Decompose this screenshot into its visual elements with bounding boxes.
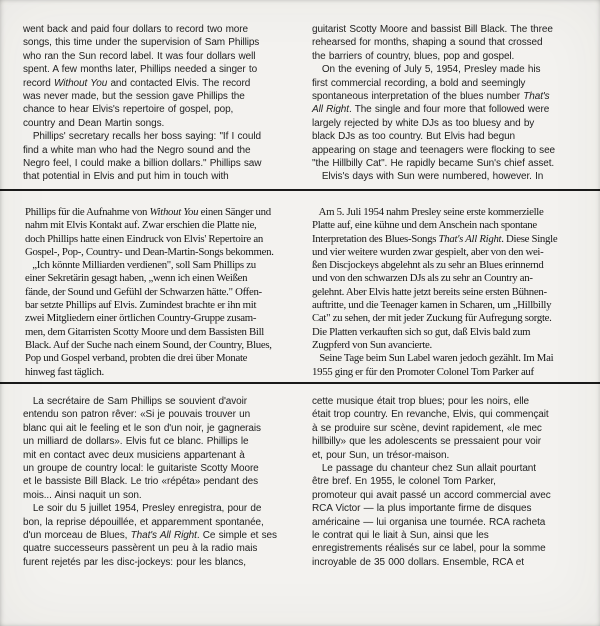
text-line: Black. Auf der Suche nach einem Sound, der Country, Blues, <box>25 338 272 351</box>
text-line: und vier weitere wurden zwar gespielt, aber von den wei- <box>312 245 544 258</box>
text-line: auftritte, und die Teenager kamen in Scharen, um „Hillbilly <box>312 299 552 312</box>
text-line: Pop und Gospel verband, probten die drei über Monate <box>25 352 248 365</box>
text-line: Negro feel, I could make a billion dollars." Phillips saw <box>23 158 262 170</box>
text-line: largely rejected by white DJs as too bluesy and by <box>312 117 535 129</box>
text-line: "the Hillbilly Cat". He rapidly became Sun's chief asset. <box>312 158 555 170</box>
text-line: un groupe de country local: le guitariste Scotty Moore <box>23 463 259 475</box>
text-line: hillbilly» que les adolescents se pressaient pour voir <box>312 436 541 448</box>
text-line: „Ich könnte Milliarden verdienen", soll Sam Phillips zu <box>25 259 256 272</box>
german-column-left <box>25 206 293 379</box>
text-line: et le bassiste Bill Black. Le trio «répéta» pendant des <box>23 476 259 488</box>
text-line: chance to hear Elvis's repertoire of gospel, pop, <box>23 104 234 116</box>
text-line: appearing on stage and teenagers were flocking to see <box>312 144 556 156</box>
text-line: et, pour Sun, un trésor-maison. <box>312 449 450 461</box>
text-line: einer Sekretärin gesagt haben, „wenn ich einen Weißen <box>25 272 248 285</box>
text-line: zwei Mitgliedern einer örtlichen Country-Gruppe zusam- <box>25 312 257 325</box>
text-line: Gospel-, Pop-, Country- und Dean-Martin-Songs bekommen. <box>25 245 274 258</box>
text-line: La secrétaire de Sam Phillips se souvient d'avoir <box>23 396 247 407</box>
text-line: first commercial recording, a bold and seemingly <box>312 77 526 89</box>
text-line: à se produire sur scène, devint rapidement, «le mec <box>312 422 542 434</box>
text-line: 1955 ging er für den Promoter Colonel Tom Parker auf <box>312 365 534 378</box>
english-column-right <box>312 23 590 184</box>
text-line: Le passage du chanteur chez Sun allait pourtant <box>312 463 536 475</box>
text-line: nahm mit Elvis Kontakt auf. Zwar erschien die Platte nie, <box>25 219 257 232</box>
text-line: d'un morceau de Blues, That's All Right. Ce simple et ses <box>23 530 277 542</box>
text-line: the barriers of country, blues, pop and gospel. <box>312 50 515 62</box>
text-line: find a white man who had the Negro sound and the <box>23 144 251 156</box>
text-line: promoteur qui avait passé un accord commercial avec <box>312 489 551 501</box>
text-line: Cat" zu sehen, der mit jeder Zuckung für Aufregung sorgte. <box>312 312 552 325</box>
text-line: bar setzte Phillips auf Elvis. Zumindest brachte er ihn mit <box>25 299 257 312</box>
text-line: ßen Discjockeys abgelehnt als zu sehr an Blues erinnernd <box>312 259 544 272</box>
text-line: RCA Victor — la plus importante firme de disques <box>312 503 532 515</box>
text-line: hinweg fast täglich. <box>25 365 104 378</box>
text-line: enregistrements réalisés sur ce label, pour la somme <box>312 543 546 555</box>
text-line: gelehnt. Aber Elvis hatte jetzt bereits seine ersten Bühnen- <box>312 285 547 298</box>
text-line: entendu son patron rêver: «Si je pouvais trouver un <box>23 409 251 421</box>
text-line: men, dem Gitarristen Scotty Moore und dem Bassisten Bill <box>25 325 264 338</box>
text-line: Am 5. Juli 1954 nahm Presley seine erste kommerzielle <box>312 206 544 218</box>
text-line: black DJs as too country. But Elvis had begun <box>312 131 516 143</box>
text-line: cette musique était trop blues; pour les noirs, elle <box>312 396 529 407</box>
text-line: Seine Tage beim Sun Label waren jedoch gezählt. Im Mai <box>312 352 554 365</box>
text-line: être bref. En 1955, le colonel Tom Parker, <box>312 476 496 488</box>
text-line: incroyable de 35 000 dollars. Ensemble, RCA et <box>312 556 524 568</box>
text-line: songs, this time under the supervision of Sam Phillips <box>23 37 260 49</box>
text-line: bon, la reprise dépouillée, et apparemment spontanée, <box>23 516 264 528</box>
text-line: doch Phillips hatte einen Eindruck von Elvis' Repertoire an <box>25 232 263 245</box>
text-line: Platte auf, eine kühne und dem Anschein nach spontane <box>312 219 537 232</box>
text-line: who ran the Sun record label. It was four dollars well <box>23 50 256 62</box>
text-line: fände, der Sound und Gefühl der Schwarzen hätte." Offen- <box>25 285 262 298</box>
section-divider-top <box>0 189 600 191</box>
text-line: spent. A few months later, Phillips needed a singer to <box>23 64 258 76</box>
text-line: rehearsed for months, shaping a sound that crossed <box>312 37 543 49</box>
text-line: mit en contact avec deux musiciens appartenant à <box>23 449 245 461</box>
french-column-right <box>312 395 590 569</box>
text-line: All Right. The single and four more that followed were <box>312 104 550 116</box>
text-line: Le soir du 5 juillet 1954, Presley enregistra, pour de <box>23 503 262 515</box>
text-line: le contrat qui le liait à Sun, ainsi que les <box>312 530 489 542</box>
french-column-left <box>23 395 291 569</box>
text-line: était trop country. En revanche, Elvis, qui commençait <box>312 409 549 421</box>
text-line: On the evening of July 5, 1954, Presley made his <box>312 64 541 76</box>
text-line: américaine — lui organisa une tournée. RCA racheta <box>312 516 546 528</box>
text-line: Elvis's days with Sun were numbered, however. In <box>312 171 544 183</box>
text-line: country and Dean Martin songs. <box>23 117 165 129</box>
text-line: und von den schwarzen DJs als zu sehr an Country an- <box>312 272 533 285</box>
text-line: spontaneous interpretation of the blues number That's <box>312 91 550 103</box>
english-column-left <box>23 23 291 184</box>
text-line: blanc qui ait le feeling et le son d'un noir, je gagnerais <box>23 422 261 434</box>
text-line: Zugpferd von Sun avancierte. <box>312 338 432 351</box>
text-line: Die Platten verkauften sich so gut, daß Elvis bald zum <box>312 325 531 338</box>
text-line: record Without You and contacted Elvis. The record <box>23 77 251 89</box>
section-divider-bottom <box>0 382 600 384</box>
text-line: Interpretation des Blues-Songs That's All Right. Diese Single <box>312 232 558 245</box>
text-line: guitarist Scotty Moore and bassist Bill Black. The three <box>312 24 553 35</box>
text-line: that potential in Elvis and put him in touch with <box>23 171 229 183</box>
text-line: furent rejetés par les disc-jockeys: pour les blancs, <box>23 556 246 568</box>
german-column-right <box>312 206 590 379</box>
text-line: quatre successeurs passèrent un peu à la radio mais <box>23 543 258 555</box>
text-line: un milliard de dollars». Elvis fut ce blanc. Phillips le <box>23 436 249 448</box>
text-line: mois... Ainsi naquit un son. <box>23 489 142 501</box>
text-line: Phillips für die Aufnahme von Without You einen Sänger und <box>25 206 271 218</box>
text-line: was never made, but the session gave Phillips the <box>23 91 245 103</box>
text-line: went back and paid four dollars to record two more <box>23 24 248 35</box>
text-line: Phillips' secretary recalls her boss saying: "If I could <box>23 131 261 143</box>
